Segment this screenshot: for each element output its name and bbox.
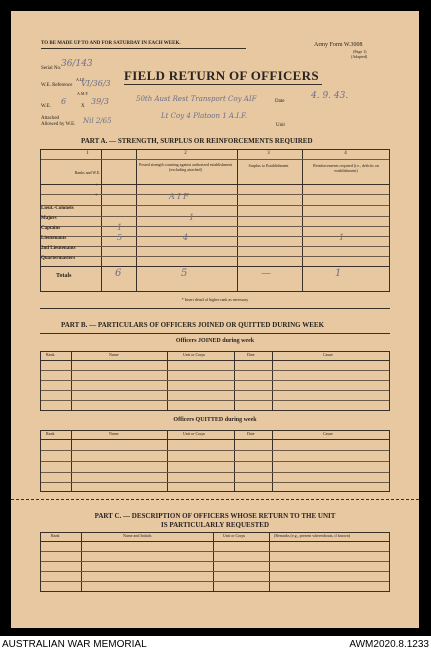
quitted-col-cause: Cause bbox=[323, 431, 333, 436]
col-header-reinforcements: Reinforcements required (i.e., deficits on establishment) bbox=[313, 163, 379, 173]
col-number-1: 1 bbox=[86, 151, 89, 156]
quitted-title: Officers QUITTED during week bbox=[173, 417, 257, 423]
title-underline bbox=[124, 84, 322, 85]
aif-label: A.I.F. bbox=[76, 77, 86, 82]
part-a-bottom-rule bbox=[40, 308, 390, 309]
requested-col-remarks: (Remarks (e.g., present whereabouts, if known) bbox=[274, 533, 351, 538]
date-value: 4. 9. 43. bbox=[311, 91, 349, 101]
attached-label: Attached bbox=[41, 116, 60, 121]
col-header-posted: Posted strength counting against authorized establishment (excluding attached) bbox=[139, 162, 232, 172]
joined-col-cause: Cause bbox=[323, 352, 333, 357]
quitted-col-unit: Unit or Corps bbox=[183, 431, 205, 436]
joined-col-rank: Rank bbox=[46, 352, 55, 357]
part-c-heading-1: PART C. — DESCRIPTION OF OFFICERS WHOSE RETURN TO THE UNIT bbox=[94, 512, 336, 520]
page-label: (Page 1) bbox=[353, 49, 367, 54]
rank-lieut-colonels: Lieut.-Colonels bbox=[41, 206, 74, 211]
quitted-table bbox=[40, 430, 390, 492]
part-a-footnote: * Insert detail of higher rank as necessary bbox=[181, 297, 249, 302]
archive-footer bbox=[0, 636, 431, 653]
instruction-underline bbox=[41, 48, 246, 49]
unit-handwriting-2: Lt Coy 4 Platoon 1 A.I.F. bbox=[161, 112, 248, 120]
rank-2nd-lieutenants: 2nd Lieutenants bbox=[41, 246, 76, 251]
totals-surplus: — bbox=[261, 268, 271, 279]
part-c-heading-2: IS PARTICULARLY REQUESTED bbox=[160, 521, 270, 529]
rank-captains: Captains bbox=[41, 226, 61, 231]
col-header-ranks: Ranks and W.E. bbox=[74, 170, 101, 175]
totals-reinf: 1 bbox=[335, 268, 342, 279]
serial-value: 36/143 bbox=[61, 59, 93, 69]
form-sheet bbox=[11, 11, 419, 628]
lieutenants-posted: 4 bbox=[183, 233, 189, 242]
form-title: FIELD RETURN OF OFFICERS bbox=[124, 68, 319, 83]
quitted-col-rank: Rank bbox=[46, 431, 55, 436]
amf-label: A.M.F. bbox=[77, 91, 89, 96]
captains-we: 1 bbox=[117, 223, 123, 232]
quitted-col-name: Name bbox=[109, 431, 119, 436]
star-mark-2: * bbox=[95, 194, 98, 199]
lieutenants-we: 5 bbox=[117, 233, 123, 242]
totals-label: Totals bbox=[56, 273, 72, 279]
col-number-3: 3 bbox=[267, 151, 270, 156]
rank-majors: Majors bbox=[41, 216, 57, 221]
star-mark-1: * bbox=[95, 184, 98, 189]
allowed-value: Nil 2/65 bbox=[83, 117, 112, 125]
we-value-b: 39/3 bbox=[91, 97, 109, 106]
requested-col-rank: Rank bbox=[51, 533, 60, 538]
adapted-label: (Adapted) bbox=[351, 54, 368, 59]
joined-table bbox=[40, 351, 390, 411]
serial-label: Serial No. bbox=[41, 66, 62, 71]
majors-posted: 1 bbox=[189, 213, 195, 222]
totals-posted: 5 bbox=[181, 268, 188, 279]
totals-we: 6 bbox=[115, 268, 122, 279]
col-number-4: 4 bbox=[344, 151, 347, 156]
joined-col-date: Date bbox=[247, 352, 255, 357]
army-form-label: Army Form W.3008 bbox=[314, 42, 363, 48]
we-reference-value: VI/36/3 bbox=[81, 79, 111, 88]
perforation-line bbox=[11, 499, 419, 500]
date-label: Date bbox=[275, 99, 285, 104]
quitted-col-date: Date bbox=[247, 431, 255, 436]
part-a-heading: PART A. — STRENGTH, SURPLUS OR REINFORCEMENTS REQUIRED bbox=[81, 137, 313, 145]
allowed-label: Allowed by W.E. bbox=[41, 122, 76, 127]
requested-col-name: Name and Initials bbox=[123, 533, 152, 538]
we-reference-label: W.E. Reference bbox=[41, 83, 73, 88]
aif-handwritten: A I F bbox=[169, 192, 189, 201]
requested-table bbox=[40, 532, 390, 592]
rank-quartermasters: Quartermasters bbox=[41, 256, 76, 261]
we-x: X bbox=[81, 104, 85, 109]
joined-title: Officers JOINED during week bbox=[175, 338, 255, 344]
unit-handwriting-1: 50th Aust Rest Transport Coy AIF bbox=[136, 95, 257, 103]
part-b-rule bbox=[40, 333, 390, 334]
we-label: W.E. bbox=[41, 104, 51, 109]
requested-col-unit: Unit or Corps bbox=[223, 533, 245, 538]
rank-lieutenants: Lieutenants bbox=[41, 236, 67, 241]
part-b-heading: PART B. — PARTICULARS OF OFFICERS JOINED OR QUITTED DURING WEEK bbox=[61, 321, 325, 329]
footer-institution: AUSTRALIAN WAR MEMORIAL bbox=[2, 639, 147, 650]
col-number-2: 2 bbox=[184, 151, 187, 156]
col-header-surplus: Surplus to Establishment bbox=[248, 163, 289, 168]
we-value-a: 6 bbox=[61, 97, 67, 106]
footer-accession-number: AWM2020.8.1233 bbox=[349, 639, 429, 650]
joined-col-name: Name bbox=[109, 352, 119, 357]
joined-col-unit: Unit or Corps bbox=[183, 352, 205, 357]
unit-label: Unit bbox=[276, 123, 285, 128]
instruction-text: TO BE MADE UP TO AND FOR SATURDAY IN EACH WEEK. bbox=[41, 41, 181, 46]
lieutenants-reinf: 1 bbox=[339, 233, 345, 242]
